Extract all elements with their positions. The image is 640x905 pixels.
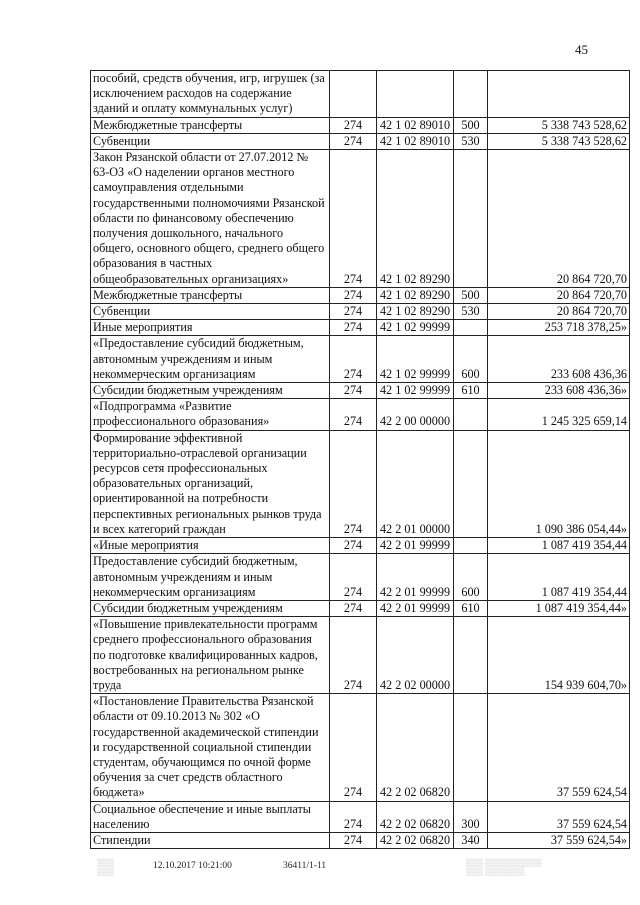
row-expense-type [454,150,488,288]
row-target-article: 42 2 01 99999 [377,538,454,554]
row-target-article: 42 1 02 99999 [377,383,454,399]
row-name: пособий, средств обучения, игр, игрушек (за исключением расходов на содержание зданий и оплату коммунальных услуг) [91,71,330,118]
row-expense-type [454,538,488,554]
table-row [91,117,630,133]
row-expense-type [454,399,488,430]
row-expense-type: 600 [454,336,488,383]
table-row [91,150,630,288]
table-row [91,832,630,848]
row-name: Стипендии [91,832,330,848]
row-expense-type [454,320,488,336]
row-amount: 1 087 419 354,44 [488,554,630,601]
row-grbs: 274 [330,287,377,303]
row-amount: 20 864 720,70 [488,150,630,288]
row-amount: 37 559 624,54» [488,832,630,848]
row-expense-type [454,71,488,118]
row-expense-type: 610 [454,600,488,616]
page-number: 45 [575,42,588,57]
row-name: Формирование эффективной территориально-отраслевой организации ресурсов сетя профессиональных образовательных организаций, ориентированной на потребности перспективных региональных рынков труда и всех категорий граждан [91,430,330,537]
row-target-article: 42 2 02 06820 [377,832,454,848]
row-grbs: 274 [330,554,377,601]
row-grbs: 274 [330,133,377,149]
row-target-article: 42 1 02 89290 [377,287,454,303]
row-amount: 154 939 604,70» [488,617,630,694]
row-name: «Постановление Правительства Рязанской области от 09.10.2013 № 302 «О государственной академической стипендии и государственной социальной стипендии студентам, обучающимся по очной форме обучения за счет средств областного бюджета» [91,694,330,801]
row-grbs: 274 [330,538,377,554]
row-target-article: 42 2 01 00000 [377,430,454,537]
row-amount: 1 090 386 054,44» [488,430,630,537]
table-row [91,801,630,832]
row-target-article: 42 2 00 00000 [377,399,454,430]
row-target-article: 42 1 02 99999 [377,320,454,336]
row-grbs: 274 [330,336,377,383]
row-name: «Иные мероприятия [91,538,330,554]
row-expense-type: 300 [454,801,488,832]
row-expense-type: 610 [454,383,488,399]
row-expense-type [454,617,488,694]
row-amount: 1 245 325 659,14 [488,399,630,430]
row-target-article: 42 1 02 99999 [377,336,454,383]
table-row [91,617,630,694]
row-target-article: 42 2 02 00000 [377,617,454,694]
table-row [91,383,630,399]
row-expense-type [454,430,488,537]
row-amount [488,71,630,118]
row-grbs [330,71,377,118]
row-name: Межбюджетные трансферты [91,287,330,303]
row-name: Субсидии бюджетным учреждениям [91,600,330,616]
table-row [91,320,630,336]
row-target-article [377,71,454,118]
row-grbs: 274 [330,304,377,320]
row-target-article: 42 2 01 99999 [377,554,454,601]
budget-table [90,70,630,849]
row-grbs: 274 [330,117,377,133]
row-grbs: 274 [330,383,377,399]
row-amount: 233 608 436,36 [488,336,630,383]
row-grbs: 274 [330,694,377,801]
row-name: Межбюджетные трансферты [91,117,330,133]
table-row [91,336,630,383]
row-expense-type: 500 [454,117,488,133]
row-target-article: 42 1 02 89290 [377,304,454,320]
row-name: Иные мероприятия [91,320,330,336]
row-amount: 1 087 419 354,44» [488,600,630,616]
table-row [91,600,630,616]
row-expense-type: 600 [454,554,488,601]
row-expense-type [454,694,488,801]
row-name: Субвенции [91,133,330,149]
row-grbs: 274 [330,399,377,430]
row-grbs: 274 [330,832,377,848]
row-name: Предоставление субсидий бюджетным, автономным учреждениям и иным некоммерческим организациям [91,554,330,601]
row-expense-type: 340 [454,832,488,848]
table-row [91,554,630,601]
row-grbs: 274 [330,617,377,694]
row-name: Закон Рязанской области от 27.07.2012 № 63-ОЗ «О наделении органов местного самоуправления отдельными государственными полномочиями Рязанской области по финансовому обеспечению получения дошкольного, начального общего, основного общего, среднего общего образования в частных общеобразовательных организациях» [91,150,330,288]
footer-timestamp: 12.10.2017 10:21:00 [153,861,232,871]
row-target-article: 42 2 01 99999 [377,600,454,616]
row-amount: 1 087 419 354,44 [488,538,630,554]
row-expense-type: 530 [454,304,488,320]
row-name: Социальное обеспечение и иные выплаты населению [91,801,330,832]
table-row [91,304,630,320]
table-row [91,133,630,149]
row-name: Субсидии бюджетным учреждениям [91,383,330,399]
row-amount: 20 864 720,70 [488,287,630,303]
row-target-article: 42 1 02 89010 [377,133,454,149]
row-expense-type: 530 [454,133,488,149]
row-name: Субвенции [91,304,330,320]
row-target-article: 42 2 02 06820 [377,801,454,832]
row-target-article: 42 2 02 06820 [377,694,454,801]
row-grbs: 274 [330,801,377,832]
table-row [91,694,630,801]
row-amount: 5 338 743 528,62 [488,117,630,133]
row-target-article: 42 1 02 89010 [377,117,454,133]
row-amount: 233 608 436,36» [488,383,630,399]
row-target-article: 42 1 02 89290 [377,150,454,288]
table-row [91,430,630,537]
row-name: «Повышение привлекательности программ среднего профессионального образования по подготовке квалифицированных кадров, востребованных на региональном рынке труда [91,617,330,694]
row-amount: 20 864 720,70 [488,304,630,320]
row-amount: 37 559 624,54 [488,694,630,801]
row-name: «Подпрограмма «Развитие профессионального образования» [91,399,330,430]
row-grbs: 274 [330,600,377,616]
table-row [91,538,630,554]
row-grbs: 274 [330,430,377,537]
table-row [91,399,630,430]
table-row [91,71,630,118]
row-grbs: 274 [330,320,377,336]
row-expense-type: 500 [454,287,488,303]
row-amount: 253 718 378,25» [488,320,630,336]
row-grbs: 274 [330,150,377,288]
footer-doc-code: 36411/1-11 [283,861,327,871]
faint-stamp-right: ▒▒▒ ▒▒▒▒▒▒▒▒▒▒ ▒▒▒ ▒▒▒▒▒▒▒ [466,858,542,876]
faint-stamp-left: ▒▒▒ ▒▒▒ [97,858,115,876]
row-name: «Предоставление субсидий бюджетным, автономным учреждениям и иным некоммерческим организациям [91,336,330,383]
row-amount: 37 559 624,54 [488,801,630,832]
row-amount: 5 338 743 528,62 [488,133,630,149]
table-row [91,287,630,303]
budget-table-body [91,71,630,849]
